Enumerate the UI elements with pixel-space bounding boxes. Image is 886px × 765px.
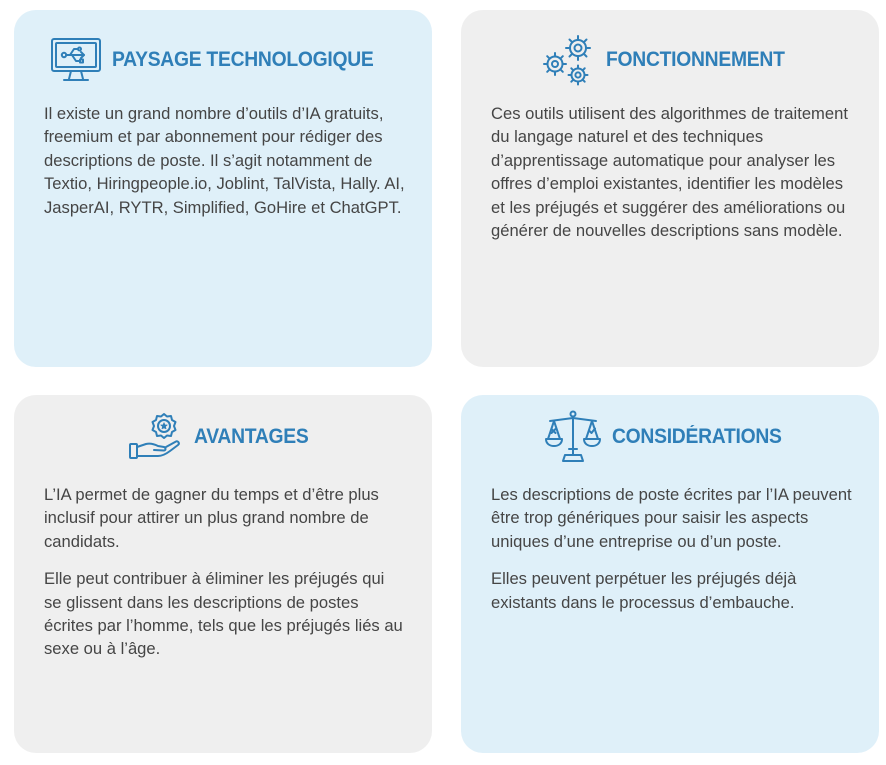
hand-with-badge-icon bbox=[128, 412, 184, 462]
card-header bbox=[461, 407, 879, 467]
card-paragraph: Ces outils utilisent des algorithmes de traitement du langage naturel et des techniques d’apprentissage automatique pour analyser les offres d’emploi existantes, identifier les modèles et les préjugés et suggérer des améliorations ou générer de nouvelles descriptions sans modèle. bbox=[491, 104, 848, 241]
gears-icon bbox=[540, 33, 596, 87]
card-considerations bbox=[461, 395, 879, 753]
card-how-it-works bbox=[461, 10, 879, 367]
card-body bbox=[491, 102, 853, 256]
card-paragraph: Elles peuvent perpétuer les préjugés déjà existants dans le processus d’embauche. bbox=[491, 569, 797, 612]
card-advantages bbox=[14, 395, 432, 753]
card-body bbox=[44, 483, 406, 675]
card-paragraph: Elle peut contribuer à éliminer les préjugés qui se glissent dans les descriptions de postes écrites par l’homme, tels que les préjugés liés au sexe ou à l’âge. bbox=[44, 569, 403, 659]
card-header bbox=[14, 30, 432, 90]
card-paragraph: Il existe un grand nombre d’outils d’IA gratuits, freemium et par abonnement pour rédiger des descriptions de poste. Il s’agit notamment de Textio, Hiringpeople.io, Joblint, TalVista, Hally. AI, JasperAI, RYTR, Simplified, GoHire et ChatGPT. bbox=[44, 104, 405, 217]
card-body bbox=[491, 483, 853, 628]
card-title: PAYSAGE TECHNOLOGIQUE bbox=[111, 48, 374, 71]
card-title: FONCTIONNEMENT bbox=[605, 48, 785, 71]
card-tech-landscape bbox=[14, 10, 432, 367]
card-header bbox=[14, 407, 432, 467]
card-title: CONSIDÉRATIONS bbox=[611, 425, 782, 448]
card-paragraph: Les descriptions de poste écrites par l’IA peuvent être trop génériques pour saisir les aspects uniques d’une entreprise ou d’un poste. bbox=[491, 485, 852, 551]
card-title: AVANTAGES bbox=[193, 425, 309, 448]
card-body bbox=[44, 102, 406, 233]
card-header bbox=[461, 30, 879, 90]
card-paragraph: L’IA permet de gagner du temps et d’être plus inclusif pour attirer un plus grand nombre de candidats. bbox=[44, 485, 379, 551]
computer-monitor-icon bbox=[50, 37, 102, 83]
scales-icon bbox=[544, 409, 602, 465]
